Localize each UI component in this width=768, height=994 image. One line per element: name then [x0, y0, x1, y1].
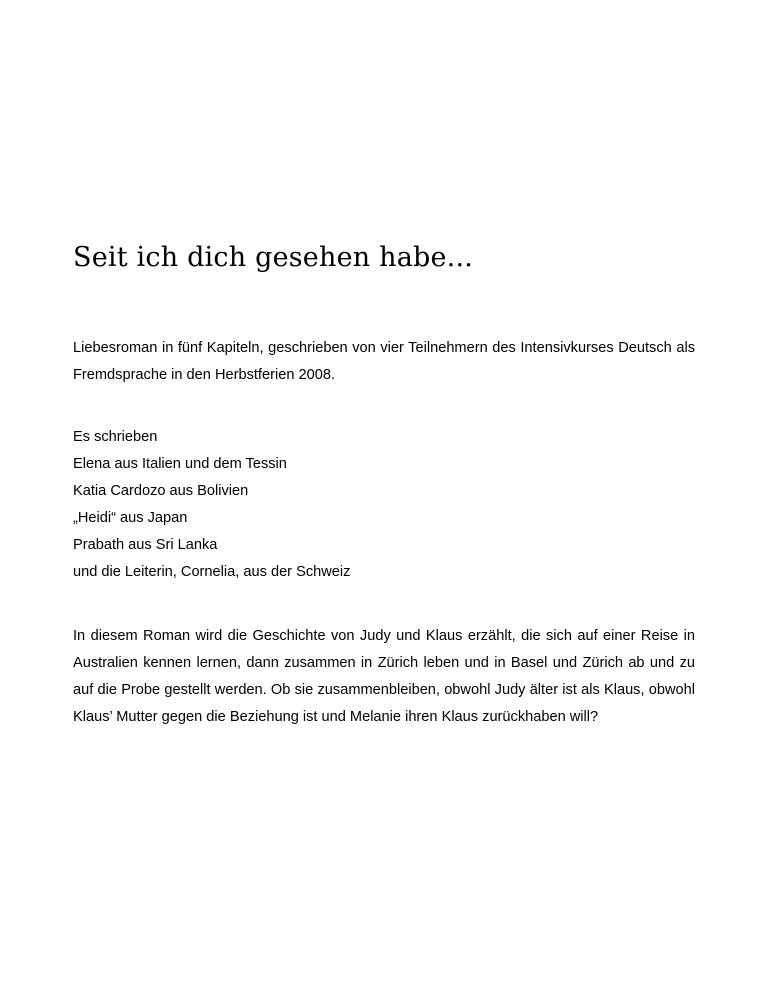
author-line: „Heidi“ aus Japan [73, 510, 188, 526]
author-line: Katia Cardozo aus Bolivien [73, 483, 249, 499]
authors-block [73, 424, 695, 586]
author-line: Elena aus Italien und dem Tessin [73, 456, 287, 472]
authors-intro: Es schrieben [73, 429, 158, 445]
author-line: Prabath aus Sri Lanka [73, 537, 218, 553]
document-summary: In diesem Roman wird die Geschichte von Judy und Klaus erzählt, die sich auf einer Reise in Australien kennen lernen, dann zusammen in Zürich leben und in Basel und Zürich ab und zu auf die Probe gestellt werden. Ob sie zusammenbleiben, obwohl Judy älter ist als Klaus, obwohl Klaus’ Mutter gegen die Beziehung ist und Melanie ihren Klaus zurückhaben will? [73, 628, 695, 725]
author-line: und die Leiterin, Cornelia, aus der Schweiz [73, 564, 351, 580]
document-title: Seit ich dich gesehen habe... [73, 242, 474, 273]
document-subtitle: Liebesroman in fünf Kapiteln, geschrieben von vier Teilnehmern des Intensivkurses Deutsch als Fremdsprache in den Herbstferien 2008. [73, 340, 695, 383]
